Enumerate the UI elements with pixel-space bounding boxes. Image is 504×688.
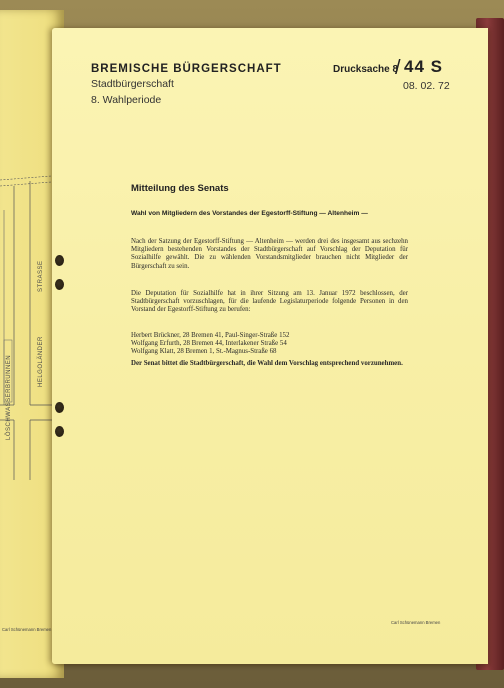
document-separator: /	[395, 57, 401, 79]
nominee-entry: Wolfgang Erfurth, 28 Bremen 44, Interlakener Straße 54	[131, 340, 287, 348]
paragraph-decision: Die Deputation für Sozialhilfe hat in ihrer Sitzung am 13. Januar 1972 beschlossen, der Stadtbürgerschaft vorzuschlagen, für die laufende Legislaturperiode folgende Personen in den Vorstand der Egestorff-Stiftung zu berufen:	[131, 290, 408, 314]
document-label: Drucksache 8	[333, 64, 399, 75]
map-street-label: LÖSCHWASSERBRUNNEN	[6, 354, 12, 440]
document-date: 08. 02. 72	[403, 80, 450, 92]
printer-imprint: Carl Schünemann Bremen	[391, 620, 441, 625]
legislative-period: 8. Wahlperiode	[91, 94, 162, 106]
punch-hole	[55, 255, 64, 266]
paragraph-statute: Nach der Satzung der Egestorff-Stiftung — Altenheim — werden drei des insgesamt aus sechzehn Mitgliedern bestehenden Vorstandes der Stadtbürgerschaft auf Vorschlag der Deputation für Sozialhilfe gewählt. Die zu wählenden Vorstandsmitglieder brauchen nicht Mitglieder der Bürgerschaft zu sein.	[131, 238, 408, 270]
notice-title: Mitteilung des Senats	[131, 183, 229, 194]
punch-hole	[55, 402, 64, 413]
punch-hole	[55, 279, 64, 290]
map-street-label: STRASSE	[38, 260, 44, 292]
subject-line: Wahl von Mitgliedern des Vorstandes der Egestorff-Stiftung — Altenheim —	[131, 210, 368, 217]
nominee-list	[131, 332, 408, 357]
nominee-entry: Wolfgang Klatt, 28 Bremen 1, St.-Magnus-Straße 68	[131, 348, 277, 356]
nominee-entry: Herbert Brückner, 28 Bremen 41, Paul-Singer-Straße 152	[131, 332, 290, 339]
punch-hole	[55, 426, 64, 437]
parliament-name: Stadtbürgerschaft	[91, 78, 174, 90]
document-number: 44 S	[404, 57, 443, 76]
printer-imprint-left: Carl Schünemann Bremen	[2, 627, 52, 632]
organization-name: BREMISCHE BÜRGERSCHAFT	[91, 63, 282, 75]
paragraph-request: Der Senat bittet die Stadtbürgerschaft, die Wahl dem Vorschlag entsprechend vorzunehmen.	[131, 360, 403, 367]
map-street-label: HELGOLÄNDER	[38, 336, 44, 387]
